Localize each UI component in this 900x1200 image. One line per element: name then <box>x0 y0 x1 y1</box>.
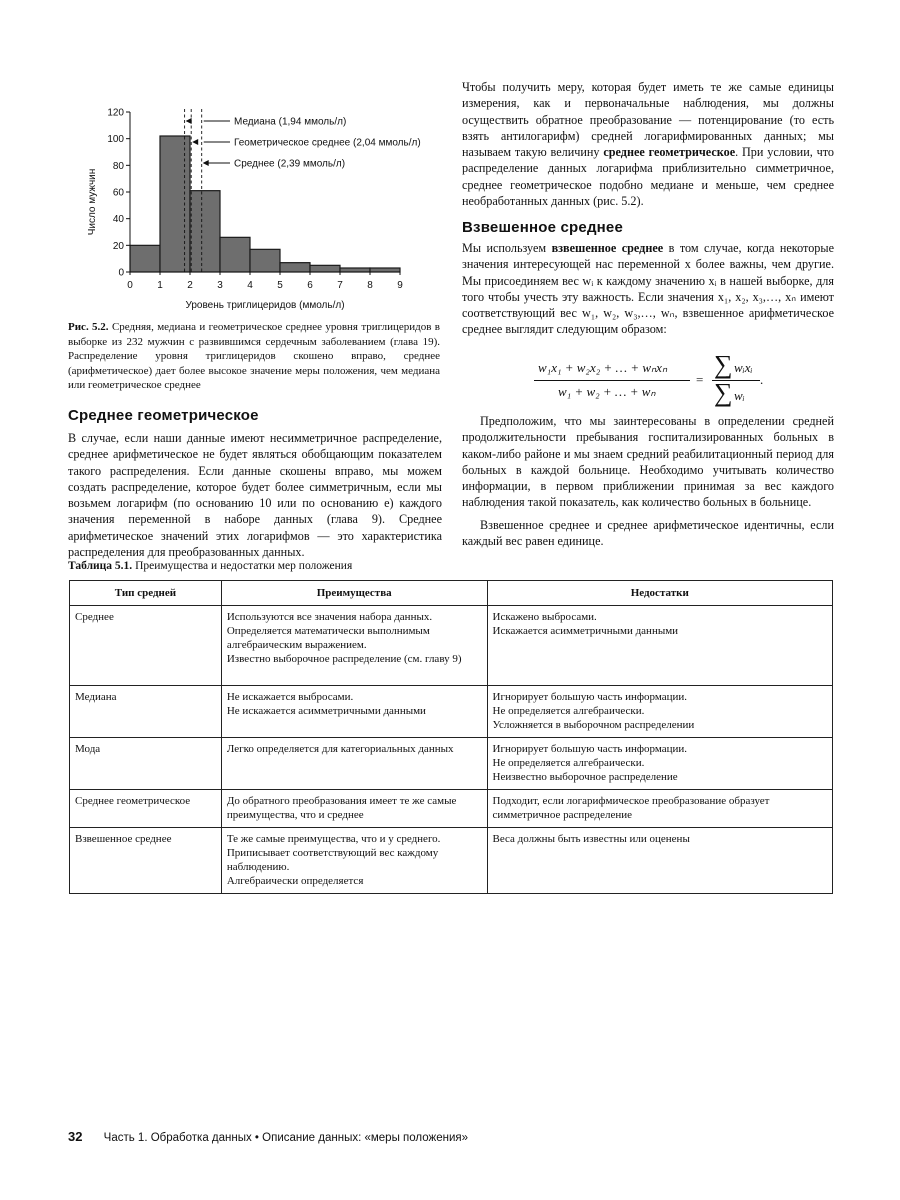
cell-line: Известно выборочное распределение (см. главу 9) <box>226 653 462 665</box>
heading-geometric-mean: Среднее геометрическое <box>68 407 259 424</box>
wm-text-a: Мы используем <box>462 241 552 255</box>
histogram-bar <box>310 265 340 272</box>
cell-line: Определяется математически выполнимым алгебраическим выражением. <box>226 625 430 651</box>
identity-paragraph: Взвешенное среднее и среднее арифметическое идентичны, если каждый вес равен единице. <box>462 518 834 549</box>
figure-caption <box>68 320 440 393</box>
x-tick-label: 4 <box>247 280 253 291</box>
page-footer <box>68 1129 468 1144</box>
cell-line: Неизвестно выборочное распределение <box>492 771 678 783</box>
table-header-row <box>70 581 833 606</box>
y-tick-label: 120 <box>107 107 124 119</box>
annotation-label: Геометрическое среднее (2,04 ммоль/л) <box>234 137 421 149</box>
histogram-chart <box>60 95 450 320</box>
cell-line: Алгебраически определяется <box>226 875 364 887</box>
histogram-bar <box>190 191 220 272</box>
cell-line: Не искажается выбросами. <box>226 691 354 703</box>
caption-label: Рис. 5.2. <box>68 321 109 333</box>
running-title: Часть 1. Обработка данных • Описание данных: «меры положения» <box>103 1132 468 1144</box>
cell-advantages <box>221 828 487 894</box>
cell-advantages <box>221 606 487 686</box>
intro-paragraph <box>462 79 834 209</box>
y-tick-label: 100 <box>107 134 124 146</box>
cell-line: Веса должны быть известны или оценены <box>492 833 690 845</box>
cell-line: Подходит, если логарифмическое преобразование образует симметричное распределение <box>492 795 770 821</box>
table-title-text: Преимущества и недостатки мер положения <box>135 560 353 572</box>
cell-line: Не определяется алгебраически. <box>492 705 645 717</box>
y-tick-label: 80 <box>112 160 124 172</box>
geometric-mean-paragraph: В случае, если наши данные имеют несимметричное распределение, среднее арифметическое не будет являться обобщающим показателем такого распределения. Если данные скошены вправо, мы можем создать распределение, которое будет более симметричным, если мы возьмем логарифм (по основанию 10 или по основанию e) каждого значения переменной в наборе данных (глава 9). Среднее арифметическое значений этих логарифмов — это характеристика распределения для преобразованных данных. <box>68 431 442 560</box>
cell-disadvantages <box>487 738 833 790</box>
x-tick-label: 8 <box>367 280 373 291</box>
annotation-label: Среднее (2,39 ммоль/л) <box>234 158 346 170</box>
table-row <box>70 738 833 790</box>
page-number: 32 <box>68 1129 83 1144</box>
cell-line: Используются все значения набора данных. <box>226 611 433 623</box>
caption-text: Средняя, медиана и геометрическое среднее уровня триглицеридов в выборке из 232 мужчин с развившимся сердечным заболеванием (глава 19). Распределение уровня триглицеридов скошено вправо, среднее (арифметическое) дает более высокое значение меры положения, чем медиана или геометрическое среднее <box>68 321 441 391</box>
histogram-bar <box>280 263 310 272</box>
table-title <box>68 560 352 572</box>
histogram-bar <box>130 245 160 272</box>
formula-equals: = <box>696 372 704 387</box>
intro-text-b: . При условии, что распределение данных логарифма приблизительно симметричное, среднее геометрическое подобно медиане и меньше, чем среднее необработанных данных (рис. 5.2). <box>462 145 834 209</box>
cell-disadvantages <box>487 686 833 738</box>
cell-line: Игнорирует большую часть информации. <box>492 743 688 755</box>
cell-disadvantages <box>487 828 833 894</box>
formula-sum-numerator: wᵢxᵢ <box>734 360 753 375</box>
formula-fraction-bar <box>534 380 690 381</box>
histogram-bar <box>340 268 370 272</box>
histogram-figure <box>60 95 450 320</box>
wm-bold: взвешенное среднее <box>551 241 664 255</box>
cell-line: Те же самые преимущества, что и у среднего. <box>226 833 441 845</box>
cell-line: Легко определяется для категориальных данных <box>226 743 454 755</box>
histogram-bar <box>250 249 280 272</box>
histogram-bar <box>370 268 400 272</box>
table-title-label: Таблица 5.1. <box>68 560 133 572</box>
header-type: Тип средней <box>70 581 222 606</box>
cell-line: Искажается асимметричными данными <box>492 625 679 637</box>
table-row <box>70 828 833 894</box>
histogram-bar <box>220 237 250 272</box>
table-row <box>70 790 833 828</box>
y-tick-label: 60 <box>112 187 124 199</box>
cell-line: До обратного преобразования имеет те же самые преимущества, что и среднее <box>226 795 457 821</box>
x-tick-label: 1 <box>157 280 163 291</box>
header-advantages: Преимущества <box>221 581 487 606</box>
cell-type: Взвешенное среднее <box>70 828 222 894</box>
cell-advantages <box>221 738 487 790</box>
weighted-mean-formula <box>530 352 790 408</box>
advantages-table <box>69 580 833 894</box>
wm-text-b: в том случае, когда некоторые значения интересующей нас переменной x более важны, чем другие. Мы присоединяем вес wᵢ к каждому значению xᵢ в нашей выборке, для того чтобы учесть эту важность. Если значения x₁, x₂, x₃,…, xₙ имеют соответствующий вес w₁, w₂, w₃,…, wₙ, взвешенное арифметическое среднее выглядит следующим образом: <box>462 241 834 337</box>
x-tick-label: 7 <box>337 280 343 291</box>
x-tick-label: 6 <box>307 280 313 291</box>
y-tick-label: 20 <box>112 240 124 252</box>
annotation-label: Медиана (1,94 ммоль/л) <box>234 116 347 128</box>
formula-denominator: w₁ + w₂ + … + wₙ <box>558 384 656 399</box>
table-row <box>70 686 833 738</box>
cell-line: Искажено выбросами. <box>492 611 597 623</box>
formula-sum-denominator: wᵢ <box>734 388 745 403</box>
cell-type: Среднее геометрическое <box>70 790 222 828</box>
cell-disadvantages <box>487 606 833 686</box>
header-disadvantages: Недостатки <box>487 581 833 606</box>
annotation-arrowhead <box>186 118 192 124</box>
y-tick-label: 40 <box>112 214 124 226</box>
histogram-bar <box>160 136 190 272</box>
weighted-mean-paragraph <box>462 240 834 338</box>
y-axis-label: Число мужчин <box>87 168 98 236</box>
x-tick-label: 9 <box>397 280 403 291</box>
cell-advantages <box>221 686 487 738</box>
annotation-arrowhead <box>203 160 209 166</box>
cell-type: Медиана <box>70 686 222 738</box>
intro-text-a: Чтобы получить меру, которая будет иметь те же самые единицы измерения, как и первоначальные наблюдения, мы должны осуществить обратное преобразование — потенцирование (то есть взять антилогарифм) средней логарифмированных данных; мы называем такую величину <box>462 80 834 160</box>
cell-advantages <box>221 790 487 828</box>
sum-symbol-bottom: ∑ <box>714 378 733 407</box>
x-axis-label: Уровень триглицеридов (ммоль/л) <box>185 300 345 311</box>
x-tick-label: 0 <box>127 280 133 291</box>
cell-disadvantages <box>487 790 833 828</box>
heading-weighted-mean: Взвешенное среднее <box>462 219 624 236</box>
formula-end: . <box>760 372 764 387</box>
x-tick-label: 3 <box>217 280 223 291</box>
y-tick-label: 0 <box>118 267 124 279</box>
sum-symbol-top: ∑ <box>714 350 733 379</box>
cell-line: Не искажается асимметричными данными <box>226 705 426 717</box>
intro-bold: среднее геометрическое <box>603 145 736 160</box>
cell-line: Не определяется алгебраически. <box>492 757 645 769</box>
table-row <box>70 606 833 686</box>
annotation-arrowhead <box>192 139 198 145</box>
cell-line: Приписывает соответствующий вес каждому наблюдению. <box>226 847 439 873</box>
cell-type: Среднее <box>70 606 222 686</box>
cell-line: Игнорирует большую часть информации. <box>492 691 688 703</box>
formula-numerator: w₁x₁ + w₂x₂ + … + wₙxₙ <box>538 360 668 375</box>
x-tick-label: 5 <box>277 280 283 291</box>
x-tick-label: 2 <box>187 280 193 291</box>
cell-line: Усложняется в выборочном распределении <box>492 719 695 731</box>
cell-type: Мода <box>70 738 222 790</box>
hospital-paragraph: Предположим, что мы заинтересованы в определении средней продолжительности пребывания госпитализированных больных в каком-либо районе и мы знаем средний реабилитационный период для больных в каждой больнице. Необходимо учитывать количество информации, в первом приближении принимая за вес каждого наблюдения такой показатель, как количество больных в больнице. <box>462 414 834 510</box>
